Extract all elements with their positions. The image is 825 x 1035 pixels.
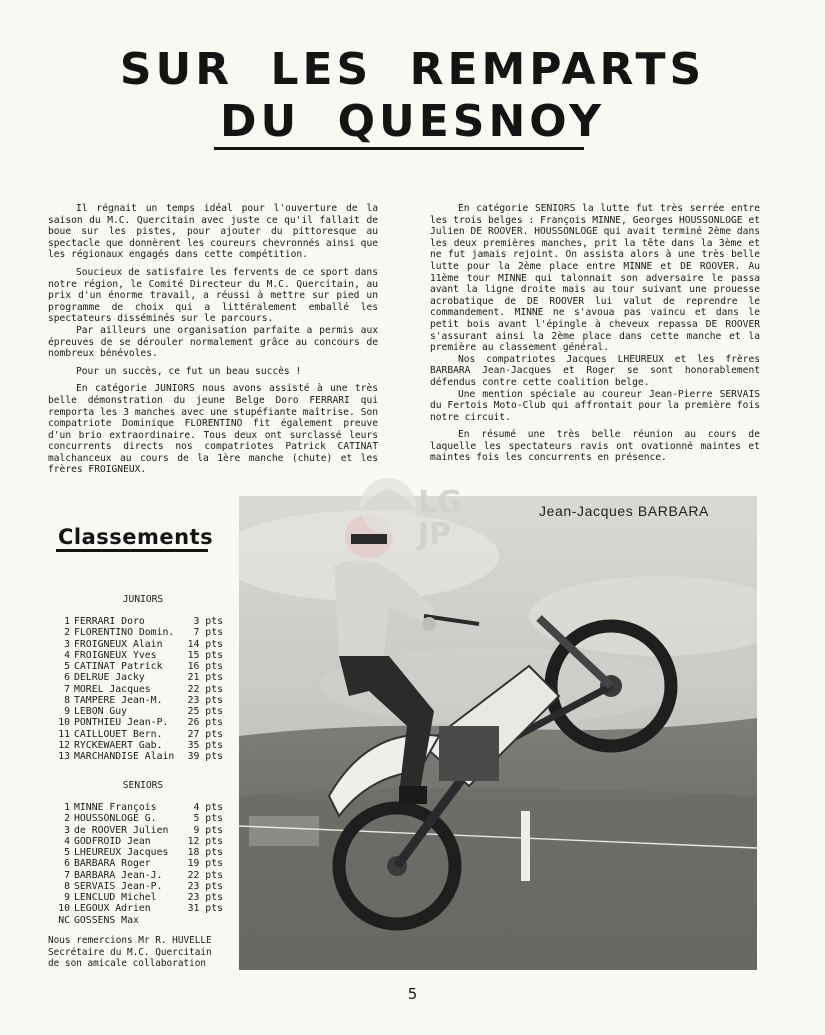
classements-heading: Classements [58, 525, 214, 549]
rank-number: NC [58, 914, 70, 926]
points: 5 pts [193, 813, 223, 825]
page-number: 5 [407, 985, 418, 1003]
rank-number: 6 [64, 672, 70, 684]
ranking-row [48, 706, 223, 717]
rank-number: 7 [64, 869, 70, 881]
rank-number: 1 [64, 802, 70, 813]
ranking-row [48, 684, 223, 695]
ranking-row [48, 627, 223, 638]
rank-number: 6 [64, 858, 70, 870]
ranking-row [48, 672, 223, 683]
points: 22 pts [187, 683, 223, 695]
ranking-row [48, 650, 223, 661]
points: 27 pts [187, 728, 223, 740]
rider-name: MOREL Jacques [74, 683, 151, 695]
points: 18 pts [187, 847, 223, 858]
rider-name: SERVAIS Jean-P. [74, 880, 163, 892]
headline-line-2: DU QUESNOY [220, 96, 605, 147]
rank-number: 5 [64, 661, 70, 672]
juniors-label: JUNIORS [122, 594, 164, 605]
article-paragraph: Soucieux de satisfaire les fervents de ce sport dans notre région, le Comité Directeur du M.C. Quercitain, au prix d'un énorme travail, a réussi à mettre sur pied un programme de choix qui a littéralement emballé les spectateurs disséminés sur le parcours. [48, 266, 378, 325]
ranking-row [48, 616, 223, 627]
rider-name: GODFROID Jean [74, 835, 151, 847]
rider-name: LENCLUD Michel [74, 892, 157, 903]
article-paragraph: En catégorie JUNIORS nous avons assisté à une très belle démonstration du jeune Belge Doro FERRARI qui remporta les 3 manches avec une stupéfiante maîtrise. Son compatriote Dominique FLORENTINO fit également preuve d'un brio extraordinaire. Tous deux ont surclassé leurs concurrents directs nos compatriotes Patrick CATINAT malchanceux au cours de la 1ère manche (chute) et les frères FROIGNEUX. [48, 383, 378, 476]
photo-caption: Jean-Jacques BARBARA [539, 503, 709, 519]
points: 39 pts [187, 751, 223, 762]
rider-wheelie-illustration [239, 496, 757, 970]
points: 25 pts [187, 706, 223, 717]
ranking-row [48, 639, 223, 650]
rank-number: 8 [64, 880, 70, 892]
rank-number: 10 [58, 903, 70, 915]
rider-name: GOSSENS Max [74, 914, 139, 926]
ranking-row [48, 729, 223, 740]
rider-name: BARBARA Roger [74, 858, 151, 870]
points: 23 pts [187, 880, 223, 892]
rider-name: HOUSSONLOGE G. [74, 813, 157, 825]
rank-number: 8 [64, 694, 70, 706]
rider-name: FLORENTINO Domin. [74, 627, 175, 639]
acknowledgement-note: Nous remercions Mr R. HUVELLE Secrétaire du M.C. Quercitain de son amicale collaboration [48, 935, 212, 970]
rank-number: 2 [64, 813, 70, 825]
points: 19 pts [187, 858, 223, 870]
points: 15 pts [187, 649, 223, 661]
rider-name: DELRUE Jacky [74, 672, 145, 684]
ranking-row [48, 847, 223, 858]
points: 21 pts [187, 672, 223, 684]
headline-underline [214, 147, 584, 150]
rider-name: de ROOVER Julien [74, 824, 169, 836]
points [175, 915, 223, 926]
rank-number: 9 [64, 892, 70, 903]
rank-number: 3 [64, 824, 70, 836]
rider-name: FROIGNEUX Alain [74, 638, 163, 650]
rider-name: FERRARI Doro [74, 616, 145, 627]
points: 23 pts [187, 892, 223, 903]
ranking-row [48, 740, 223, 751]
ranking-row [48, 825, 223, 836]
article-paragraph: Une mention spéciale au coureur Jean-Pierre SERVAIS du Fertois Moto-Club qui affrontait pour la première fois notre circuit. [430, 388, 760, 423]
article-paragraph: Nos compatriotes Jacques LHEUREUX et les frères BARBARA Jean-Jacques et Roger se sont honorablement défendus contre cette coalition belge. [430, 353, 760, 388]
rank-number: 13 [58, 751, 70, 762]
classements-underline [56, 549, 208, 552]
article-paragraph: Par ailleurs une organisation parfaite a permis aux épreuves de se dérouler normalement grâce au concours de nombreux bénévoles. [48, 324, 378, 360]
rider-name: TAMPERE Jean-M. [74, 694, 163, 706]
ranking-row [48, 802, 223, 813]
ranking-row [48, 751, 223, 762]
rider-name: RYCKEWAERT Gab. [74, 739, 163, 751]
points: 7 pts [193, 627, 223, 639]
ranking-row [48, 858, 223, 869]
ranking-row [48, 661, 223, 672]
rank-number: 1 [64, 616, 70, 627]
rider-name: CAILLOUET Bern. [74, 728, 163, 740]
rider-name: FROIGNEUX Yves [74, 649, 157, 661]
rider-name: LEGOUX Adrien [74, 903, 151, 915]
rank-number: 7 [64, 683, 70, 695]
rider-name: LEBON Guy [74, 706, 128, 717]
ranking-row [48, 717, 223, 728]
points: 3 pts [193, 616, 223, 627]
rider-name: CATINAT Patrick [74, 661, 163, 672]
points: 16 pts [187, 661, 223, 672]
points: 31 pts [187, 903, 223, 915]
seniors-ranking [48, 802, 223, 926]
motocross-photo [239, 496, 757, 970]
points: 14 pts [187, 638, 223, 650]
ranking-row [48, 870, 223, 881]
article-column-right [430, 203, 760, 470]
points: 23 pts [187, 694, 223, 706]
rider-name: LHEUREUX Jacques [74, 847, 169, 858]
rider-name: MARCHANDISE Alain [74, 751, 175, 762]
points: 12 pts [187, 835, 223, 847]
article-column-left [48, 203, 378, 482]
seniors-label: SENIORS [122, 780, 164, 791]
rider-name: BARBARA Jean-J. [74, 869, 163, 881]
juniors-ranking [48, 616, 223, 762]
rank-number: 2 [64, 627, 70, 639]
rank-number: 4 [64, 649, 70, 661]
headline-line-1: SUR LES REMPARTS [119, 44, 706, 95]
points: 35 pts [187, 739, 223, 751]
points: 26 pts [187, 717, 223, 729]
watermark-logo [356, 470, 476, 560]
points: 4 pts [193, 802, 223, 813]
points: 9 pts [193, 824, 223, 836]
ranking-row [48, 813, 223, 824]
rank-number: 3 [64, 638, 70, 650]
rank-number: 12 [58, 739, 70, 751]
article-paragraph: Pour un succès, ce fut un beau succès ! [76, 365, 302, 377]
rider-name: MINNE François [74, 802, 157, 813]
article-paragraph: En résumé une très belle réunion au cours de laquelle les spectateurs ravis ont ovationné maintes et maintes fois les concurrents en présence. [430, 429, 760, 464]
watermark-text: LG JP [418, 485, 462, 552]
rank-number: 11 [58, 728, 70, 740]
rank-number: 9 [64, 706, 70, 717]
rank-number: 4 [64, 835, 70, 847]
ranking-row [48, 903, 223, 914]
rider-name: PONTHIEU Jean-P. [74, 717, 169, 729]
ranking-row [48, 892, 223, 903]
points: 22 pts [187, 869, 223, 881]
rank-number: 5 [64, 847, 70, 858]
ranking-row [48, 915, 223, 926]
ranking-row [48, 881, 223, 892]
rank-number: 10 [58, 717, 70, 729]
article-paragraph: Il régnait un temps idéal pour l'ouverture de la saison du M.C. Quercitain avec juste ce qu'il fallait de boue sur les pistes, pour ajouter du pittoresque au spectacle que donnèrent les coureurs chevronnés ainsi que les régionaux engagés dans cette compétition. [48, 203, 378, 261]
article-paragraph: En catégorie SENIORS la lutte fut très serrée entre les trois belges : François MINNE, Georges HOUSSONLOGE et Julien DE ROOVER. HOUSSONLOGE qui avait terminé 2ème dans les deux premières manches, prit la tête dans la 3ème et ne fut jamais rejoint. On assista alors à une très belle lutte pour la 2ème place entre MINNE et DE ROOVER. Au 11ème tour MINNE qui talonnait son adversaire le passa avant la ligne droite mais au tour suivant une prouesse acrobatique de DE ROOVER lui valut de reprendre le commandement. MINNE ne s'avoua pas vaincu et dans le petit bois avant l'épingle à cheveux repassa DE ROOVER s'assurant ainsi la 2ème place dans cette manche et la première au classement général. [430, 203, 760, 354]
ranking-row [48, 836, 223, 847]
ranking-row [48, 695, 223, 706]
